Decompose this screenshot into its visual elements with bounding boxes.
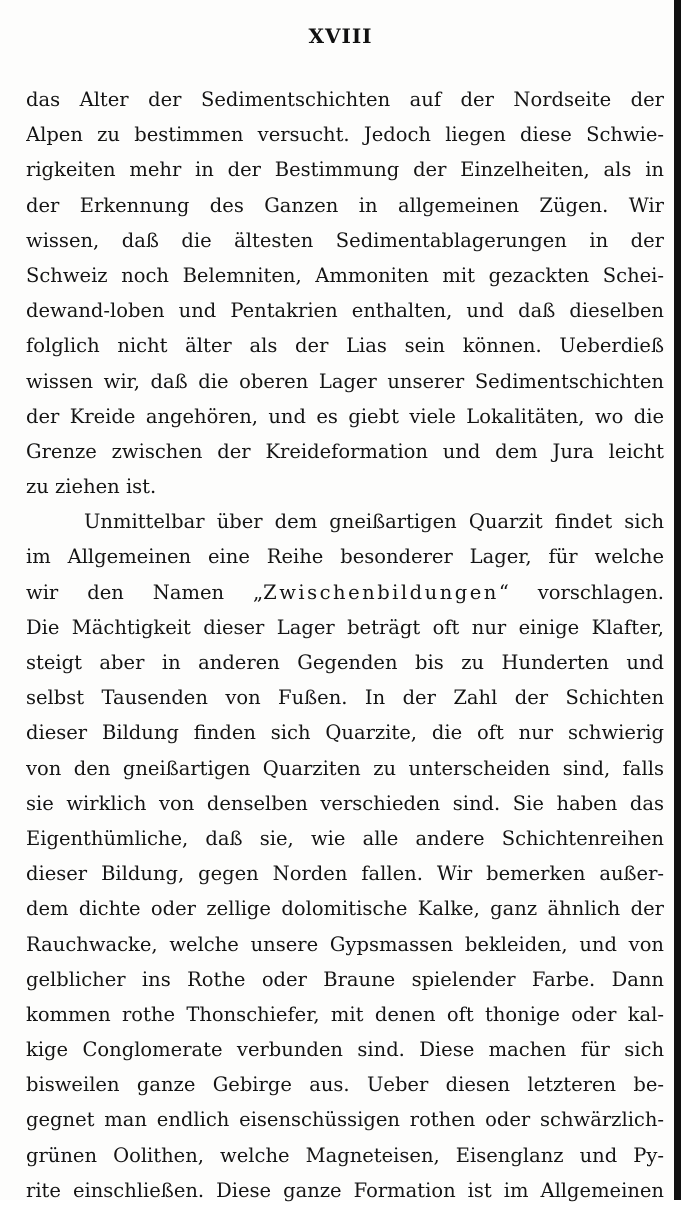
text-line: dem dichte oder zellige dolomitische Kalke, ganz ähnlich der <box>26 897 664 921</box>
text-line: dieser Bildung, gegen Norden fallen. Wir bemerken außer- <box>26 862 664 886</box>
body-text <box>26 82 664 1208</box>
text-line: Grenze zwischen der Kreideformation und dem Jura leicht <box>26 439 664 463</box>
text-line: kige Conglomerate verbunden sind. Diese machen für sich <box>26 1038 664 1062</box>
text-line: das Alter der Sedimentschichten auf der Nordseite der <box>26 88 664 111</box>
text-line: von den gneißartigen Quarziten zu unterscheiden sind, falls <box>26 756 664 780</box>
text-line: Alpen zu bestimmen versucht. Jedoch liegen diese Schwie- <box>26 123 664 147</box>
text-line: Die Mächtigkeit dieser Lager beträgt oft nur einige Klafter, <box>26 615 664 639</box>
text-line: Unmittelbar über dem gneißartigen Quarzit findet sich <box>84 510 664 534</box>
text-line: der Kreide angehören, und es giebt viele Lokalitäten, wo die <box>26 404 664 428</box>
text-line: wissen, daß die ältesten Sedimentablagerungen in der <box>26 228 664 252</box>
text-line: zu ziehen ist. <box>26 475 157 499</box>
text-line: Rauchwacke, welche unsere Gypsmassen bekleiden, und von <box>26 932 664 956</box>
text-line: wissen wir, daß die oberen Lager unserer Sedimentschichten <box>26 369 664 393</box>
text-line: dewand-loben und Pentakrien enthalten, und daß dieselben <box>26 299 664 323</box>
text-line: grünen Oolithen, welche Magneteisen, Eisenglanz und Py- <box>26 1143 664 1167</box>
emphasized-term: Zwischenbildungen <box>263 580 499 604</box>
text-line: der Erkennung des Ganzen in allgemeinen Zügen. Wir <box>26 193 664 217</box>
text-line: rigkeiten mehr in der Bestimmung der Einzelheiten, als in <box>26 158 664 182</box>
text-line: bisweilen ganze Gebirge aus. Ueber diesen letzteren be- <box>26 1073 664 1097</box>
text-line: rite einschließen. Diese ganze Formation ist im Allgemeinen <box>26 1178 664 1202</box>
page-number: XVIII <box>308 24 373 48</box>
text-line: dieser Bildung finden sich Quarzite, die oft nur schwierig <box>26 721 664 745</box>
text-line: gegnet man endlich eisenschüssigen rothen oder schwärzlich- <box>26 1108 664 1132</box>
text-line: Schweiz noch Belemniten, Ammoniten mit gezackten Schei- <box>26 263 664 287</box>
text-line: im Allgemeinen eine Reihe besonderer Lager, für welche <box>26 545 664 569</box>
text-line: steigt aber in anderen Gegenden bis zu Hunderten und <box>26 651 664 674</box>
text-line: selbst Tausenden von Fußen. In der Zahl der Schichten <box>26 686 664 710</box>
page-edge <box>674 0 681 1200</box>
text-line: Eigenthümliche, daß sie, wie alle andere Schichtenreihen <box>26 826 664 850</box>
text-line: gelblicher ins Rothe oder Braune spielender Farbe. Dann <box>26 967 664 991</box>
text-line: wir den Namen „Zwischenbildungen“ vorschlagen. <box>26 580 664 604</box>
text-line: folglich nicht älter als der Lias sein können. Ueberdieß <box>26 334 664 358</box>
text-line: kommen rothe Thonschiefer, mit denen oft thonige oder kal- <box>26 1002 664 1026</box>
text-line: sie wirklich von denselben verschieden sind. Sie haben das <box>26 791 664 815</box>
